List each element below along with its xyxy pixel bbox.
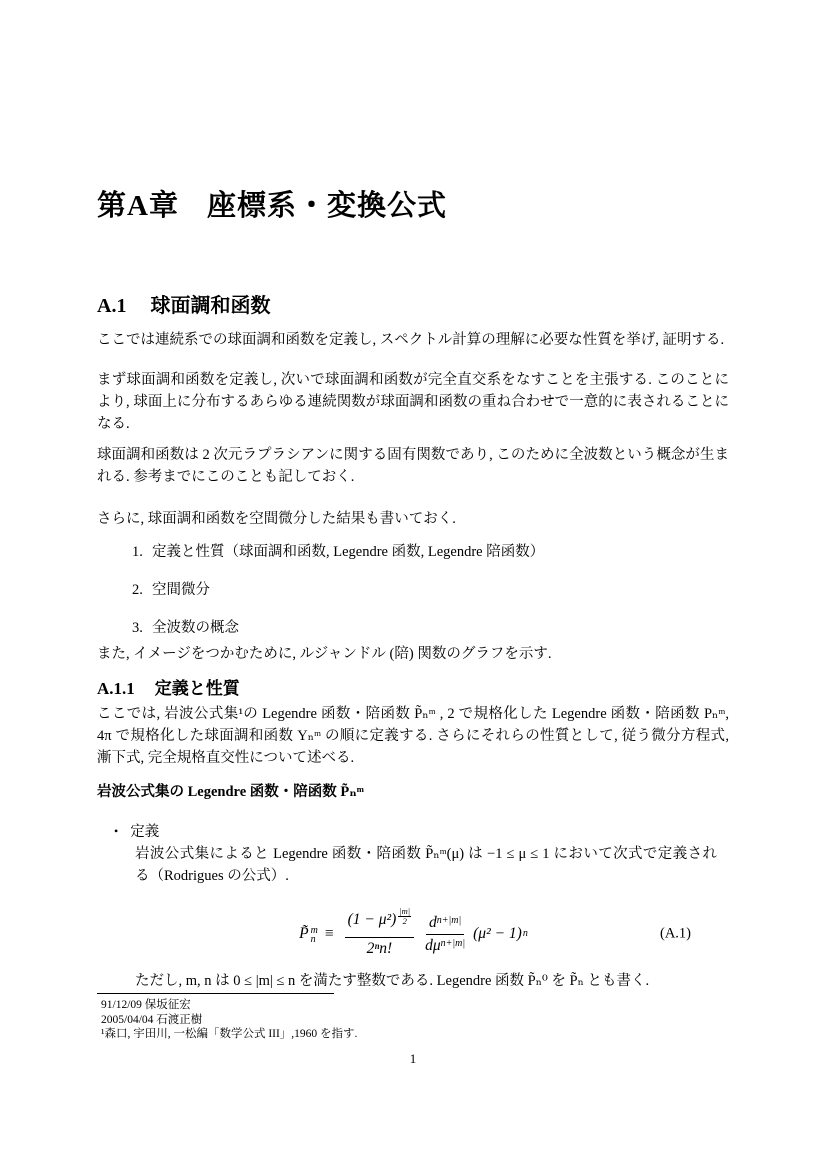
math-sub-n: n [310, 934, 316, 945]
chapter-heading [97, 183, 729, 224]
list-item [97, 617, 729, 639]
page-number: 1 [409, 1051, 417, 1066]
subsection-heading [97, 674, 729, 699]
paragraph-intro: ここでは連続系での球面調和函数を定義し, スペクトル計算の理解に必要な性質を挙げ, 証明する. [97, 332, 725, 348]
section-number: A.1 [97, 295, 127, 317]
math-d: d [429, 913, 437, 931]
math-exponent-halfm [398, 907, 411, 925]
bullet-body-text: 岩波公式集によると Legendre 函数・陪函数 P̃ₙᵐ(μ) は −1 ≤ μ ≤ 1 において次式で定義される（Rodrigues の公式）. [135, 846, 717, 884]
math-dmu: dμ [425, 936, 441, 954]
chapter-title: 座標系・変換公式 [206, 190, 447, 222]
list-item-number: 3. [132, 620, 143, 636]
bullet-label: 定義 [130, 824, 160, 840]
paragraph-graph-note: また, イメージをつかむために, ルジャンドル (陪) 関数のグラフを示す. [97, 646, 552, 662]
math-P-indices [311, 926, 318, 944]
exp-den: 2 [402, 915, 407, 926]
math-fraction-derivative [422, 914, 468, 955]
exp-num: |m| [399, 905, 411, 916]
math-mu2-minus-1: (μ² − 1) [473, 925, 522, 942]
equation-number: (A.1) [659, 925, 691, 942]
list-item-number: 1. [132, 544, 143, 560]
bullet-item-definition [114, 820, 714, 843]
list-item [97, 579, 729, 601]
revision-date-line: 91/12/09 保坂征宏 [101, 999, 191, 1011]
math-sup-m: m [310, 925, 318, 936]
math-one-minus-mu2: (1 − μ²) [347, 910, 397, 928]
revision-date-line: 2005/04/04 石渡正樹 [101, 1013, 203, 1026]
math-deriv-order-sup: n+|m| [436, 914, 462, 926]
footnote-area [101, 998, 701, 1042]
subsection-intro-paragraph: ここでは, 岩波公式集¹の Legendre 函数・陪函数 P̃ₙᵐ , 2 で規格化した Legendre 函数・陪函数 Pₙᵐ, 4π で規格化した球面調和函数 Yₙᵐ の順に定義する. さらにそれらの性質として, 従う微分方程式, 漸下式, 完全規格直交性について述べる. [97, 706, 729, 766]
math-fraction-rodrigues-coeff [345, 905, 415, 958]
paragraph-laplacian: 球面調和函数は 2 次元ラプラシアンに関する固有関数であり, このために全波数という概念が生まれる. 参考までにこのことも記しておく. [97, 447, 729, 485]
chapter-number: 第A章 [97, 190, 179, 222]
section-title: 球面調和函数 [150, 295, 271, 317]
footnote-rule [97, 993, 334, 994]
paragraph-derivative: さらに, 球面調和函数を空間微分した結果も書いておく. [97, 511, 456, 527]
fraction-denominator [422, 935, 468, 955]
equation-note: ただし, m, n は 0 ≤ |m| ≤ n を満たす整数である. Legendre 函数 P̃ₙ⁰ を P̃ₙ とも書く. [135, 973, 650, 989]
fraction-numerator [426, 914, 464, 935]
bullet-icon: • [114, 824, 119, 838]
math-power-n: n [522, 928, 528, 939]
list-item-text: 定義と性質（球面調和函数, Legendre 函数, Legendre 陪函数） [152, 544, 545, 560]
fraction-denominator: 2ⁿn! [366, 939, 393, 957]
list-item-text: 全波数の概念 [152, 620, 239, 636]
math-deriv-order-sup: n+|m| [440, 937, 466, 949]
math-P-tilde: P̃ [299, 925, 309, 942]
definition-block-heading: 岩波公式集の Legendre 函数・陪函数 P̃ₙᵐ [97, 784, 364, 800]
equation-A1 [97, 901, 729, 967]
list-item-text: 空間微分 [152, 582, 210, 598]
equiv-symbol: ≡ [324, 925, 334, 942]
subsection-title: 定義と性質 [154, 679, 240, 698]
section-heading [97, 289, 729, 318]
footnote-reference: ¹森口, 宇田川, 一松編「数学公式 III」,1960 を指す. [101, 1028, 358, 1040]
paragraph-completeness: まず球面調和函数を定義し, 次いで球面調和函数が完全直交系をなすことを主張する. このことにより, 球面上に分布するあらゆる連続関数が球面調和函数の重ね合わせで一意的に表されることになる. [97, 372, 729, 432]
ordered-list [97, 541, 729, 655]
fraction-numerator [345, 905, 415, 938]
subsection-number: A.1.1 [97, 679, 135, 698]
list-item-number: 2. [132, 582, 143, 598]
list-item [97, 541, 729, 563]
